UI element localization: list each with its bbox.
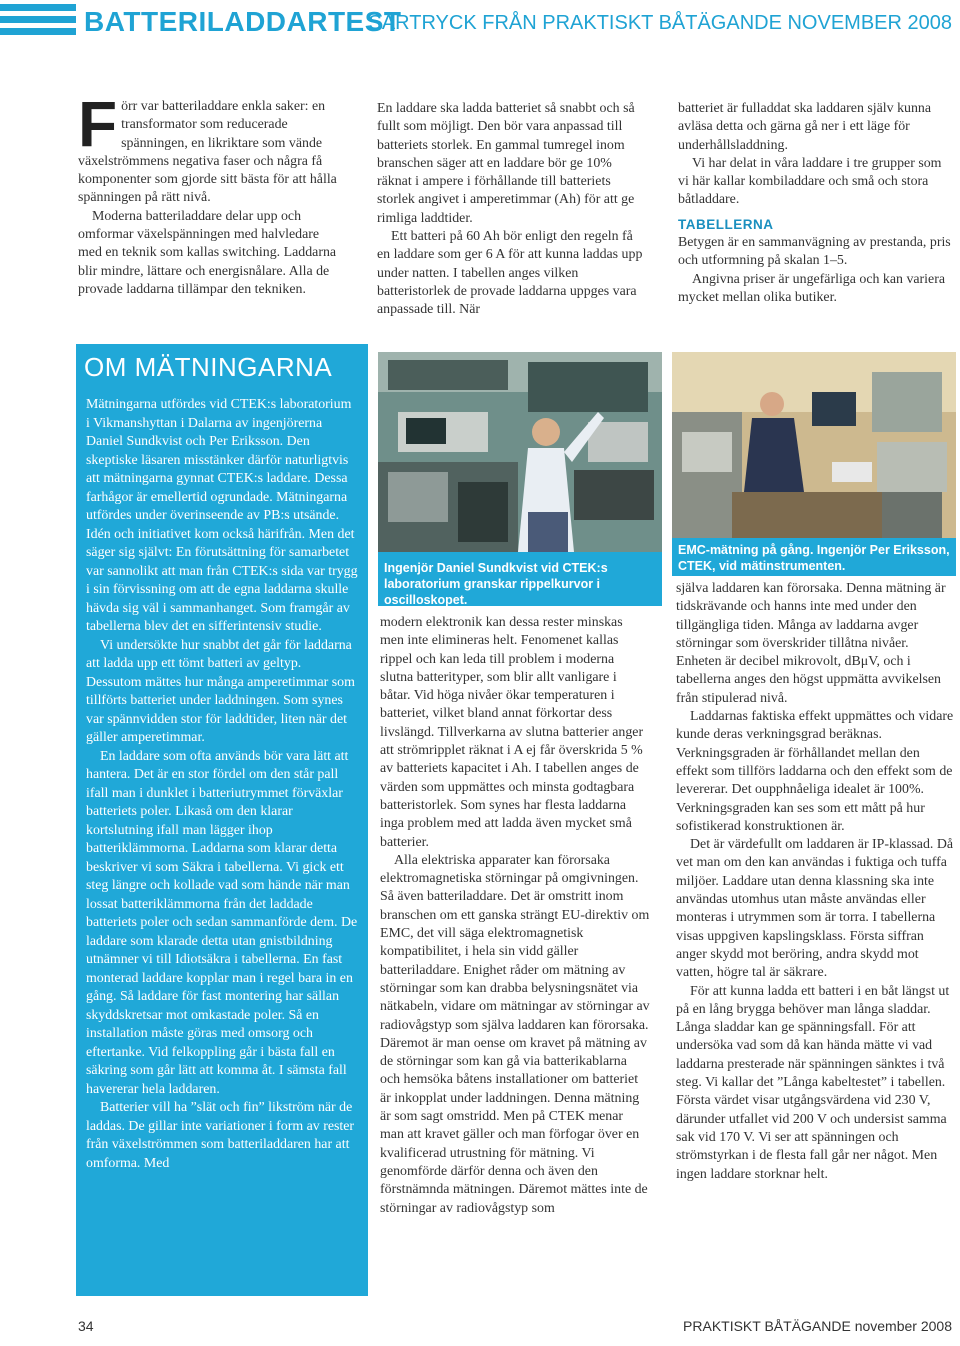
box-paragraph-3: En laddare som ofta används bör vara lätt att hantera. Det är en stor fördel om den står pall ifall man i dunklet i batteriutrymmet förväxlar batteriets poler. Likaså om den klarar kortslutning ifall man lägger ihop batteriklämmorna. Laddarna som klarar detta beskriver vi som Säkra i tabellerna. Vi gick ett steg längre och kollade vad som hände när man lossat batteriklämmorna från det laddade batteriets poler och sedan sammanförde dem. De laddare som klarade detta utan gnistbildning utnämner vi till Idiotsäkra i tabellerna. En fast monterad laddare kopplar man i regel bara in en gång. Så laddare för fast montering har sällan skyddskretsar mot omkastade poler. Så en installation måste göras med omsorg och eftertanke. Vid felkoppling går i bästa fall en säkring som går lätt att komma åt. I sämsta fall havererar hela laddaren. xyxy=(86,748,358,1097)
col2-paragraph-1: En laddare ska ladda batteriet så snabbt och så fullt som möjligt. Den bör vara anpassad till batteriets storlek. En gammal tumregel inom branschen säger att en laddare bör ge 10% räknat i ampere i förhållande till batteriets storlek angivet i amperetimmar (Ah) för att ge rimliga laddtider. xyxy=(377,101,635,226)
drop-cap: F xyxy=(78,88,118,160)
col3-paragraph-1: batteriet är fulladdat ska laddaren själv kunna avläsa detta och gärna gå ner i ett läge för underhållsladdning. xyxy=(678,101,932,153)
lab-photo-oscilloscope xyxy=(378,352,662,552)
box-text xyxy=(86,396,358,1173)
intro-paragraph-2: Moderna batteriladdare delar upp och omformar växelspänningen med halvledare med en teknik som kallas switching. Laddarna blir mindre, lättare och energisnålare. Alla de provade laddarna tillämpar den tekniken. xyxy=(78,208,337,297)
emc-photo-illustration xyxy=(672,352,956,538)
col2b-paragraph-2: Alla elektriska apparater kan förorsaka elektromagnetiska störningar på omgivningen. Så även batteriladdare. Det är omstritt inom branschen om ett ganska strängt EU-direktiv om EMC, det vill säga elektromagnetisk kompatibilitet, i hela sin vidd gäller batteriladdare. Enighet råder om mätning av störningar som kan drabba belysningsnätet via nätkabeln, vidare om mätningar av störningar av radiovågstyp som själva laddaren kan förorsaka. Däremot är man oense om kravet på mätning av de störningar som kan gå via batterikablarna och hemsöka båtens installationer om batteriet är inkopplat under laddningen. Denna mätning är som sagt omstridd. Men på CTEK menar man att kravet gäller och man förfogar över en kvalificerad utrustning för mätning. Vi genomförde därför denna och även den förstnämnda mätningen. Däremot mättes inte de störningar av radiovågstyp som xyxy=(380,852,650,1216)
col3-paragraph-3: Betygen är en sammanvägning av prestanda, pris och utformning på skalan 1–5. xyxy=(678,235,951,269)
box-paragraph-4: Batterier vill ha ”slät och fin” likström när de laddas. De gillar inte variationer i form av rester från växelströmmen som batteriladdaren har att omforma. Med xyxy=(86,1100,355,1171)
page-subtitle: SÄRTRYCK FRÅN PRAKTISKT BÅTÄGANDE NOVEMBER 2008 xyxy=(368,12,952,34)
col3b-paragraph-4: För att kunna ladda ett batteri i en båt längst ut på en lång brygga behöver man långa sladdar. Långa sladdar kan ge spänningsfall. För att undersöka vad som då kan hända mätte vi vad laddarna presterade när spänningen sänktes i två steg. Vi kallar det ”Långa kabeltestet” i tabellen. Första värdet visar utgångsvärdena vid 230 V, därunder utfallet vid 200 V och undersist samma sak vid 170 V. Vi ser att spänningen och strömstyrkan i de flesta fall går ner något. Men ingen laddare storknar helt. xyxy=(676,983,950,1182)
column-3-bottom xyxy=(676,580,954,1184)
tables-heading: TABELLERNA xyxy=(678,216,774,232)
col3b-paragraph-2: Laddarnas faktiska effekt uppmättes och vidare kunde deras verkningsgrad beräknas. Verkningsgraden är förhållandet mellan den effekt som tillförs laddarna och den effekt som de levererar. Det oupphnåeliga idealet är 100%. Verkningsgraden kan ses som ett mått på hur sofistikerad konstruktionen är. xyxy=(676,709,954,834)
column-3-top xyxy=(678,100,954,307)
column-2-bottom xyxy=(380,614,650,1218)
box-paragraph-1: Mätningarna utfördes vid CTEK:s laboratorium i Vikmanshyttan i Dalarna av ingenjörerna Daniel Sundkvist och Per Eriksson. Den skeptiske läsaren misstänker därför naturligtvis att mätningarna gynnat CTEK:s laddare. Dessa farhågor är emellertid ogrundade. Mätningarna utfördes under överinseende av PB:s utsände. Idén och initiativet kom också härifrån. Men det säger sig självt: En förutsättning för samarbetet var sannolikt att man från CTEK:s sida var trygg i sin förvissning om att de egna laddarna skulle hävda sig väl i sammanhanget. Som framgår av tabellerna blev det en sifferintensiv studie. xyxy=(86,397,358,634)
photo-2-caption: EMC-mätning på gång. Ingenjör Per Eriksson, CTEK, vid mätinstrumenten. xyxy=(672,538,956,576)
intro-paragraph-1: Förr var batteriladdare enkla saker: en transformator som reducerade spänningen, en likriktare som vände växelströmmens negativa faser och några få komponenter som gjorde sitt bästa för att hålla spänningen på rätt nivå. xyxy=(78,88,337,206)
footer-magazine: PRAKTISKT BÅTÄGANDE november 2008 xyxy=(683,1318,952,1334)
photo-1-caption: Ingenjör Daniel Sundkvist vid CTEK:s laboratorium granskar rippelkurvor i oscilloskopet. xyxy=(378,552,662,606)
page-title: BATTERILADDARTEST xyxy=(84,6,402,37)
header-stripes xyxy=(0,4,76,40)
intro-column xyxy=(78,88,346,299)
box-title: OM MÄTNINGARNA xyxy=(84,352,333,382)
col3-paragraph-2: Vi har delat in våra laddare i tre grupper som vi här kallar kombiladdare och små och stora båtladdare. xyxy=(678,155,942,208)
lab-photo-illustration xyxy=(378,352,662,552)
page-number: 34 xyxy=(78,1318,94,1334)
box-paragraph-2: Vi undersökte hur snabbt det går för laddarna att ladda upp ett tömt batteri av geltyp. Dessutom mättes hur många amperetimmar som tillförts batteriet under laddningen. Som synes var spännvidden stor för laddtider, liten när det gäller amperetimmar. xyxy=(86,637,355,745)
col2b-paragraph-1: modern elektronik kan dessa rester minskas men inte elimineras helt. Fenomenet kallas rippel och kan leda till problem i moderna slutna batterityper, som blir allt vanligare i båtar. Vid höga nivåer ökar temperaturen i batteriet, vilket bland annat förkortar dess livslängd. Tillverkarna av slutna batterier anger att strömripplet räknat i A ej får överskrida 5 % av batteriets kapacitet i Ah. I tabellen anges de värden som uppmättes och minsta godtagbara batteristorlek. Som synes har flesta laddarna inga problem med att ladda även mycket små batterier. xyxy=(380,615,644,850)
column-2-top xyxy=(377,100,649,320)
col3b-paragraph-3: Det är värdefullt om laddaren är IP-klassad. Då vet man om den kan användas i fuktiga och tuffa miljöer. Laddare utan denna klassning ska inte användas utomhus utan måste användas eller monteras i utrymmen som är torra. I tabellerna visas uppgiven kapslingsklass. Första siffran anger skydd mot beröring, andra skydd mot vatten, högre tal är säkrare. xyxy=(676,837,954,981)
col3b-paragraph-1: själva laddaren kan förorsaka. Denna mätning är tidskrävande och hanns inte med under den tillgängliga tiden. Många av laddarna avger störningar som överskrider tillåtna nivåer. Enheten är decibel mikrovolt, dBμV, och i tabellerna anges den högst uppmätta avvikelsen från stipulerad nivå. xyxy=(676,581,946,706)
lab-photo-emc xyxy=(672,352,956,538)
col3-paragraph-4: Angivna priser är ungefärliga och kan variera mycket mellan olika butiker. xyxy=(678,271,946,305)
col2-paragraph-2: Ett batteri på 60 Ah bör enligt den regeln få en laddare som ger 6 A för att kunna laddas upp under natten. I tabellen anges vilken batteristorlek de provade laddarna uppges vara anpassade till. När xyxy=(377,229,643,318)
